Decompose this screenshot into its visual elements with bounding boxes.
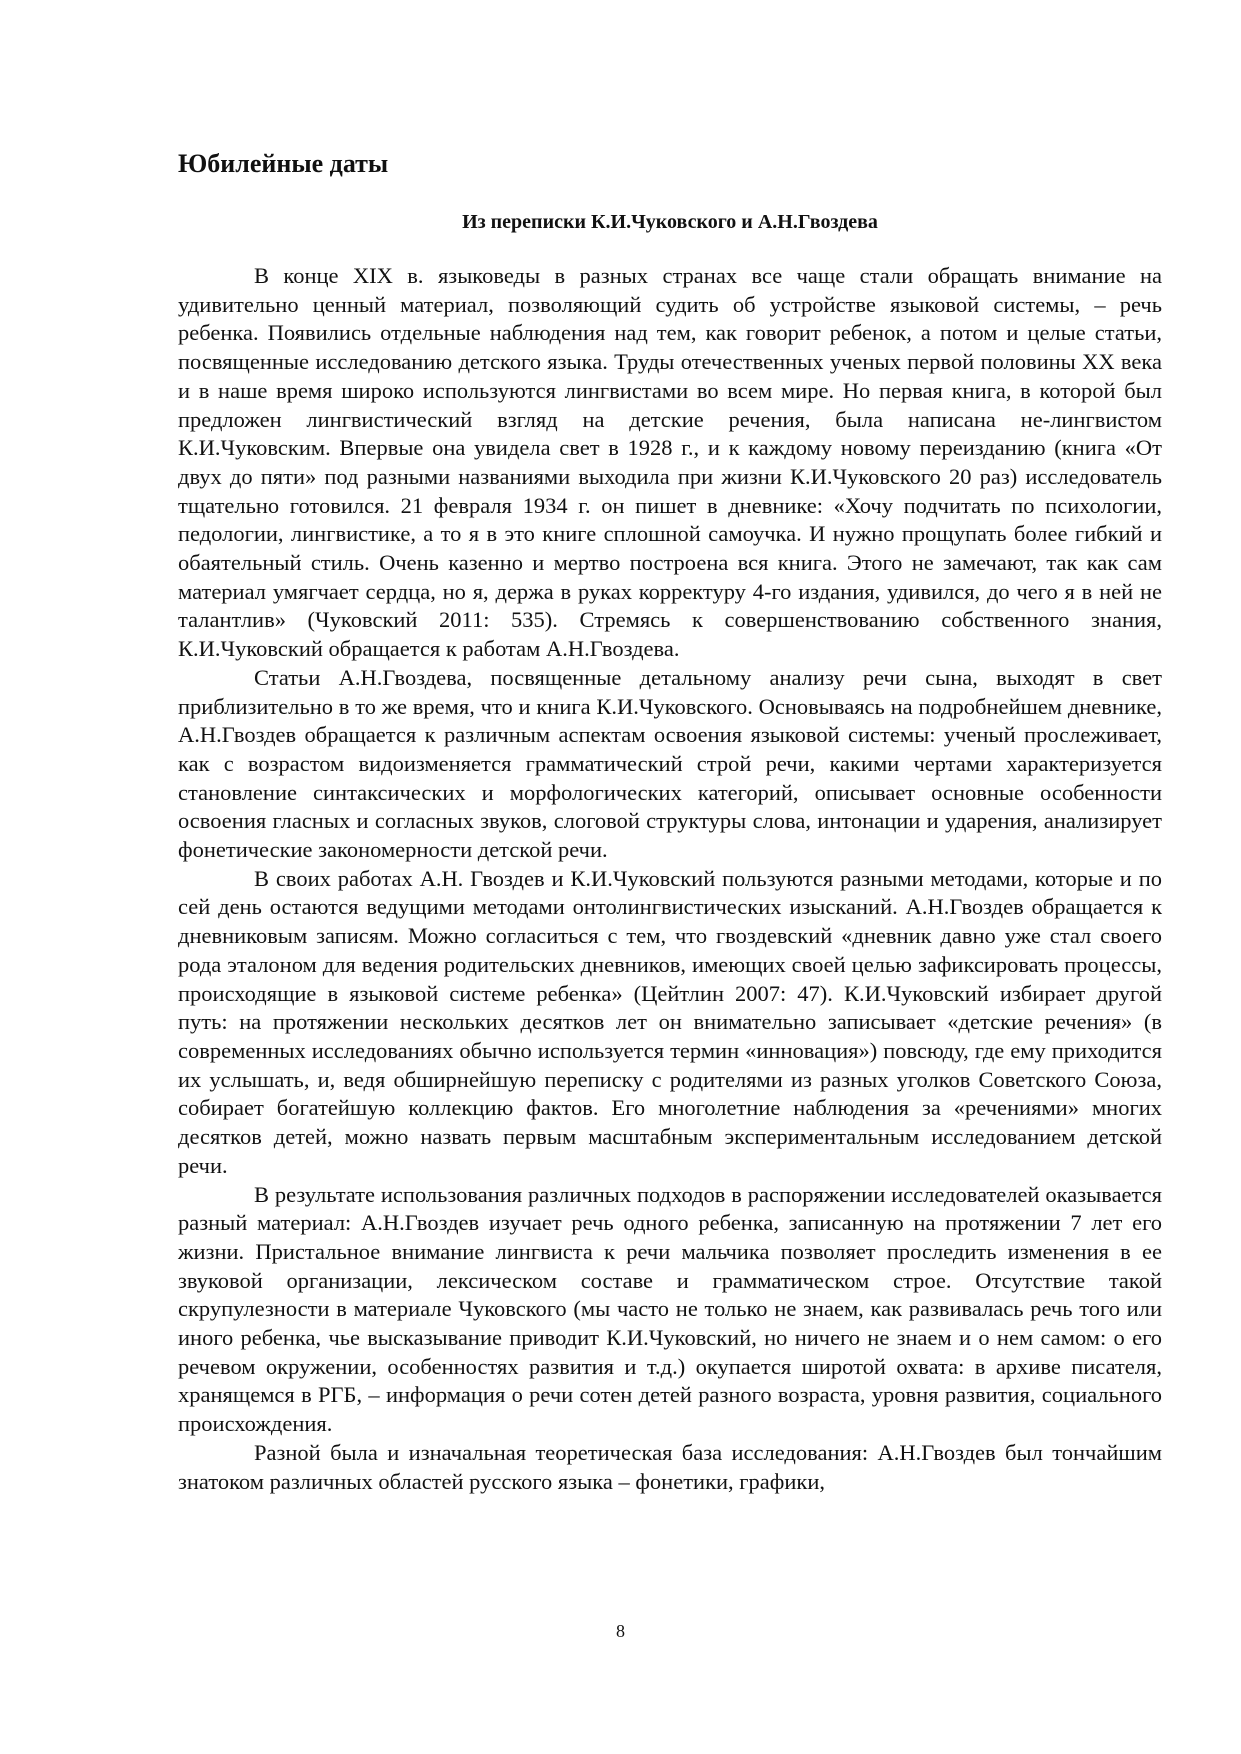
paragraph: Статьи А.Н.Гвоздева, посвященные детальному анализу речи сына, выходят в свет приблизительно в то же время, что и книга К.И.Чуковского. Основываясь на подробнейшем дневнике, А.Н.Гвоздев обращается к различным аспектам освоения языковой системы: ученый прослеживает, как с возрастом видоизменяется грамматический строй речи, какими чертами характеризуется становление синтаксических и морфологических категорий, описывает основные особенности освоения гласных и согласных звуков, слоговой структуры слова, интонации и ударения, анализирует фонетические закономерности детской речи. bbox=[178, 664, 1162, 863]
paragraph: В своих работах А.Н. Гвоздев и К.И.Чуковский пользуются разными методами, которые и по сей день остаются ведущими методами онтолингвистических изысканий. А.Н.Гвоздев обращается к дневниковым записям. Можно согласиться с тем, что гвоздевский «дневник давно уже стал своего рода эталоном для ведения родительских дневников, имеющих своей целью зафиксировать процессы, происходящие в языковой системе ребенка» (Цейтлин 2007: 47). К.И.Чуковский избирает другой путь: на протяжении нескольких десятков лет он внимательно записывает «детские речения» (в современных исследованиях обычно используется термин «инновация») повсюду, где ему приходится их услышать, и, ведя обширнейшую переписку с родителями из разных уголков Советского Союза, собирает богатейшую коллекцию фактов. Его многолетние наблюдения за «речениями» многих десятков детей, можно назвать первым масштабным экспериментальным исследованием детской речи. bbox=[178, 865, 1162, 1178]
paragraph: В конце XIX в. языковеды в разных странах все чаще стали обращать внимание на удивительно ценный материал, позволяющий судить об устройстве языковой системы, – речь ребенка. Появились отдельные наблюдения над тем, как говорит ребенок, а потом и целые статьи, посвященные исследованию детского языка. Труды отечественных ученых первой половины XX века и в наше время широко используются лингвистами во всем мире. Но первая книга, в которой был предложен лингвистический взгляд на детские речения, была написана не-лингвистом К.И.Чуковским. Впервые она увидела свет в 1928 г., и к каждому новому переизданию (книга «От двух до пяти» под разными названиями выходила при жизни К.И.Чуковского 20 раз) исследователь тщательно готовился. 21 февраля 1934 г. он пишет в дневнике: «Хочу подчитать по психологии, педологии, лингвистике, а то я в это книге сплошной самоучка. И нужно прощупать более гибкий и обаятельный стиль. Очень казенно и мертво построена вся книга. Этого не замечают, так как сам материал умягчает сердца, но я, держа в руках корректуру 4-го издания, удивился, до чего я в ней не талантлив» (Чуковский 2011: 535). Стремясь к совершенствованию собственного знания, К.И.Чуковский обращается к работам А.Н.Гвоздева. bbox=[178, 263, 1162, 662]
article-title: Из переписки К.И.Чуковского и А.Н.Гвоздева bbox=[462, 211, 878, 233]
section-title: Юбилейные даты bbox=[178, 149, 389, 178]
article-body bbox=[178, 262, 1162, 1496]
paragraph: Разной была и изначальная теоретическая база исследования: А.Н.Гвоздев был тончайшим знатоком различных областей русского языка – фонетики, графики, bbox=[178, 1439, 1162, 1494]
page-number: 8 bbox=[616, 1621, 625, 1641]
paragraph: В результате использования различных подходов в распоряжении исследователей оказывается разный материал: А.Н.Гвоздев изучает речь одного ребенка, записанную на протяжении 7 лет его жизни. Пристальное внимание лингвиста к речи мальчика позволяет проследить изменения в ее звуковой организации, лексическом составе и грамматическом строе. Отсутствие такой скрупулезности в материале Чуковского (мы часто не только не знаем, как развивалась речь того или иного ребенка, чье высказывание приводит К.И.Чуковский, но ничего не знаем и о нем самом: о его речевом окружении, особенностях развития и т.д.) окупается широтой охвата: в архиве писателя, хранящемся в РГБ, – информация о речи сотен детей разного возраста, уровня развития, социального происхождения. bbox=[178, 1181, 1162, 1437]
